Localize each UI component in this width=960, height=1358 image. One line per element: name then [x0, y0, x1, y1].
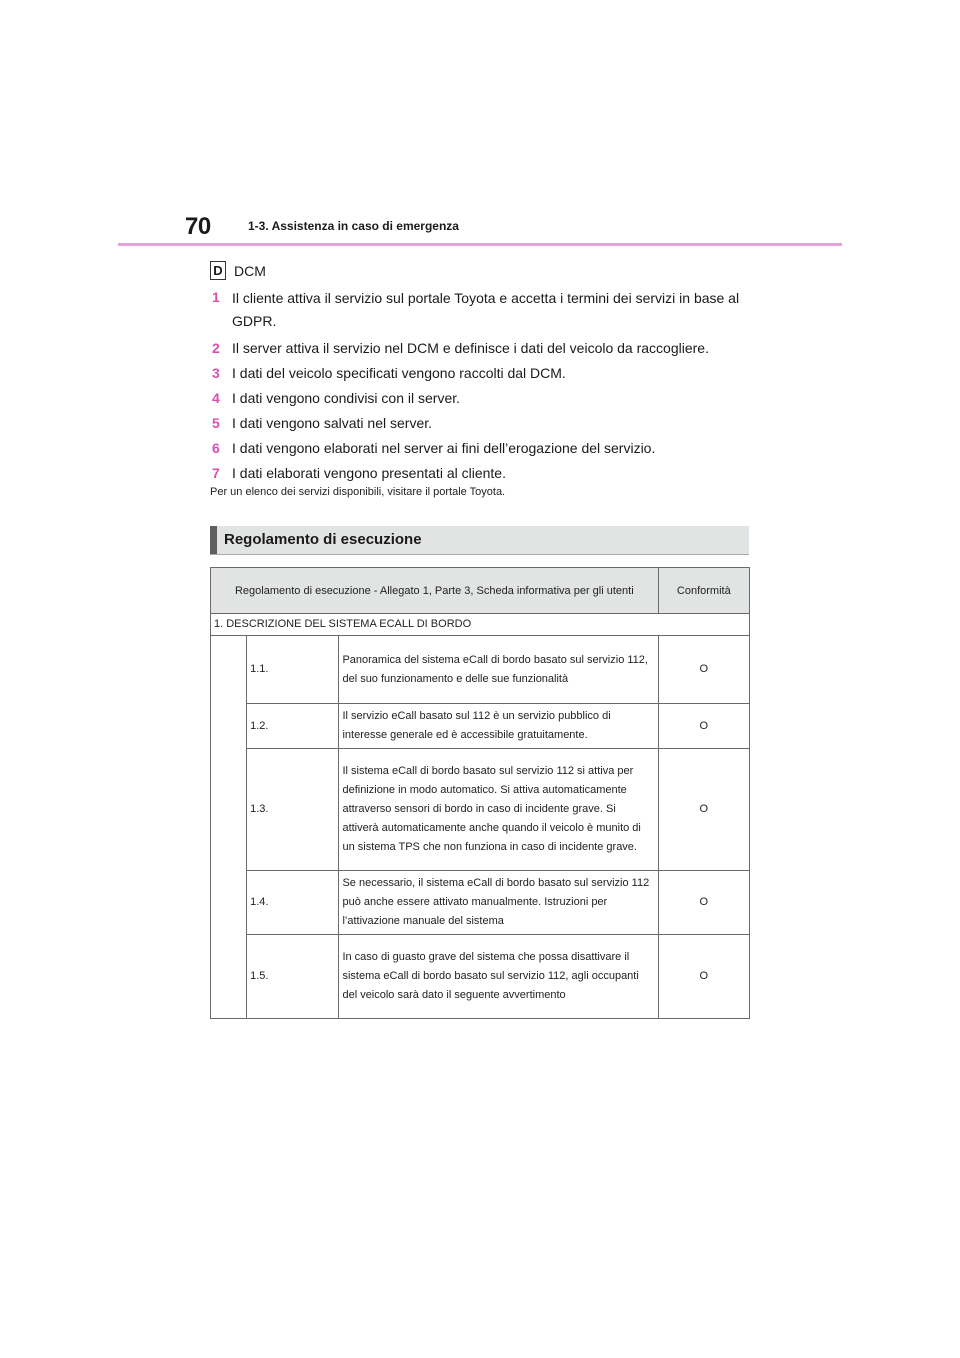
row-conformity: O — [658, 935, 749, 1019]
step-text: Il cliente attiva il servizio sul portale Toyota e accetta i termini dei servizi in base al GDPR. — [232, 290, 740, 329]
step-item — [212, 413, 752, 433]
row-conformity: O — [658, 871, 749, 935]
row-description: Il servizio eCall basato sul 112 è un servizio pubblico di interesse generale ed è accessibile gratuitamente. — [339, 704, 658, 749]
step-text: I dati del veicolo specificati vengono raccolti dal DCM. — [232, 365, 566, 381]
section-heading: Regolamento di esecuzione — [224, 531, 422, 548]
step-text: I dati elaborati vengono presentati al cliente. — [232, 465, 506, 481]
section-heading-band — [210, 526, 749, 555]
table-section-title: 1. DESCRIZIONE DEL SISTEMA ECALL DI BORDO — [211, 614, 750, 636]
table-header-row — [211, 568, 750, 614]
table-row — [211, 704, 750, 749]
step-item — [212, 438, 752, 458]
row-description: In caso di guasto grave del sistema che possa disattivare il sistema eCall di bordo basato sul servizio 112, agli occupanti del veicolo sarà dato il seguente avvertimento — [339, 935, 658, 1019]
step-number: 1 — [212, 289, 220, 305]
step-number: 3 — [212, 365, 220, 381]
table-row — [211, 749, 750, 871]
step-item — [212, 363, 752, 383]
step-item — [212, 463, 752, 483]
row-description: Se necessario, il sistema eCall di bordo basato sul servizio 112 può anche essere attivato manualmente. Istruzioni per l’attivazione manuale del sistema — [339, 871, 658, 935]
row-number: 1.1. — [247, 636, 339, 704]
step-text: Il server attiva il servizio nel DCM e definisce i dati del veicolo da raccogliere. — [232, 340, 709, 356]
header-divider — [118, 243, 842, 246]
table-row — [211, 935, 750, 1019]
row-number: 1.2. — [247, 704, 339, 749]
row-conformity: O — [658, 749, 749, 871]
step-text: I dati vengono salvati nel server. — [232, 415, 433, 431]
table-header-main: Regolamento di esecuzione - Allegato 1, Parte 3, Scheda informativa per gli utenti — [211, 568, 659, 614]
step-list — [212, 289, 752, 488]
step-number: 6 — [212, 440, 220, 456]
heading-accent-bar — [210, 526, 217, 554]
table-row — [211, 871, 750, 935]
page-number: 70 — [185, 213, 211, 240]
regulation-table — [210, 567, 750, 1019]
row-conformity: O — [658, 704, 749, 749]
row-number: 1.5. — [247, 935, 339, 1019]
dcm-label: DCM — [234, 262, 266, 279]
table-section-row — [211, 614, 750, 636]
step-number: 2 — [212, 340, 220, 356]
table-header-conformity: Conformità — [658, 568, 749, 614]
table-indent-cell — [211, 636, 247, 1019]
step-item — [212, 287, 752, 333]
step-text: I dati vengono condivisi con il server. — [232, 390, 461, 406]
dcm-label-row — [210, 261, 266, 280]
row-number: 1.4. — [247, 871, 339, 935]
footnote: Per un elenco dei servizi disponibili, visitare il portale Toyota. — [210, 486, 506, 498]
row-number: 1.3. — [247, 749, 339, 871]
dcm-badge: D — [210, 261, 226, 280]
row-conformity: O — [658, 636, 749, 704]
step-number: 4 — [212, 390, 220, 406]
section-title: 1-3. Assistenza in caso di emergenza — [248, 219, 459, 233]
step-number: 5 — [212, 415, 220, 431]
row-description: Il sistema eCall di bordo basato sul servizio 112 si attiva per definizione in modo automatico. Si attiva automaticamente attraverso sensori di bordo in caso di incidente grave. Si attiverà automaticamente anche quando il veicolo è munito di un sistema TPS che non funziona in caso di incidente grave. — [339, 749, 658, 871]
step-number: 7 — [212, 465, 220, 481]
step-text: I dati vengono elaborati nel server ai fini dell’erogazione del servizio. — [232, 440, 656, 456]
table-row — [211, 636, 750, 704]
step-item — [212, 338, 752, 358]
step-item — [212, 388, 752, 408]
row-description: Panoramica del sistema eCall di bordo basato sul servizio 112, del suo funzionamento e delle sue funzionalità — [339, 636, 658, 704]
